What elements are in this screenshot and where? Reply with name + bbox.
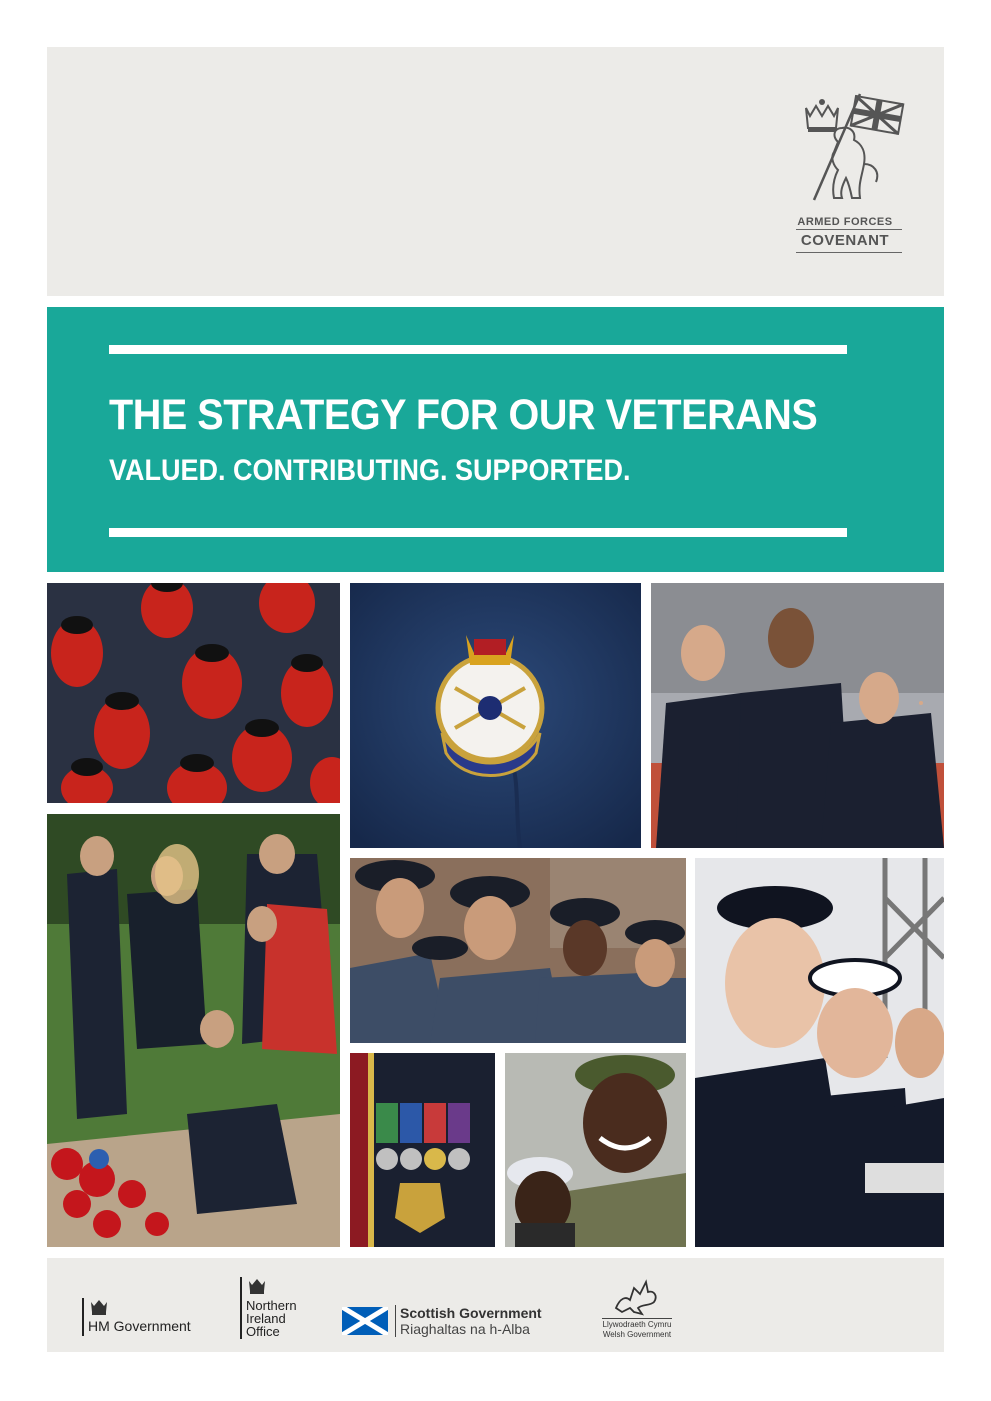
lion-flag-crown-icon [790, 92, 910, 212]
logo-underline [796, 252, 902, 253]
title-rule-bottom [109, 528, 847, 537]
welsh-government-english-text: Welsh Government [602, 1330, 672, 1339]
chelsea-pensioners-photo [47, 583, 340, 803]
northern-ireland-office-logo [240, 1277, 320, 1341]
memorial-wreath-photo [47, 814, 340, 1247]
veteran-badge-photo [350, 583, 641, 848]
ni-office-line2: Ireland [246, 1311, 286, 1326]
ni-office-line3: Office [246, 1324, 280, 1339]
scottish-government-logo [342, 1305, 572, 1337]
ni-office-line1: Northern [246, 1298, 297, 1313]
covenant-logo-line1: ARMED FORCES [797, 216, 893, 228]
title-band [47, 307, 944, 572]
armed-forces-covenant-logo [790, 92, 912, 262]
logo-divider [796, 229, 902, 230]
scottish-government-gaelic-text: Riaghaltas na h-Alba [400, 1321, 530, 1337]
scottish-government-text: Scottish Government [400, 1305, 542, 1321]
saltire-flag-icon [342, 1307, 388, 1335]
royal-arms-icon [88, 1298, 110, 1316]
soldier-with-child-photo [505, 1053, 686, 1247]
page-subtitle: VALUED. CONTRIBUTING. SUPPORTED. [109, 454, 631, 487]
welsh-government-welsh-text: Llywodraeth Cymru [602, 1320, 672, 1329]
hm-government-logo [82, 1298, 212, 1338]
medals-photo [350, 1053, 495, 1247]
welsh-government-logo [602, 1278, 672, 1342]
title-rule-top [109, 345, 847, 354]
navy-sailors-photo [695, 858, 944, 1247]
hm-government-text: HM Government [88, 1318, 191, 1334]
footer-panel [47, 1258, 944, 1352]
invictus-athletes-photo [651, 583, 944, 848]
page-title: THE STRATEGY FOR OUR VETERANS [109, 391, 818, 439]
royal-arms-icon [246, 1277, 268, 1295]
covenant-logo-line2: COVENANT [800, 232, 890, 249]
raf-personnel-photo [350, 858, 686, 1043]
welsh-dragon-icon [612, 1278, 660, 1316]
